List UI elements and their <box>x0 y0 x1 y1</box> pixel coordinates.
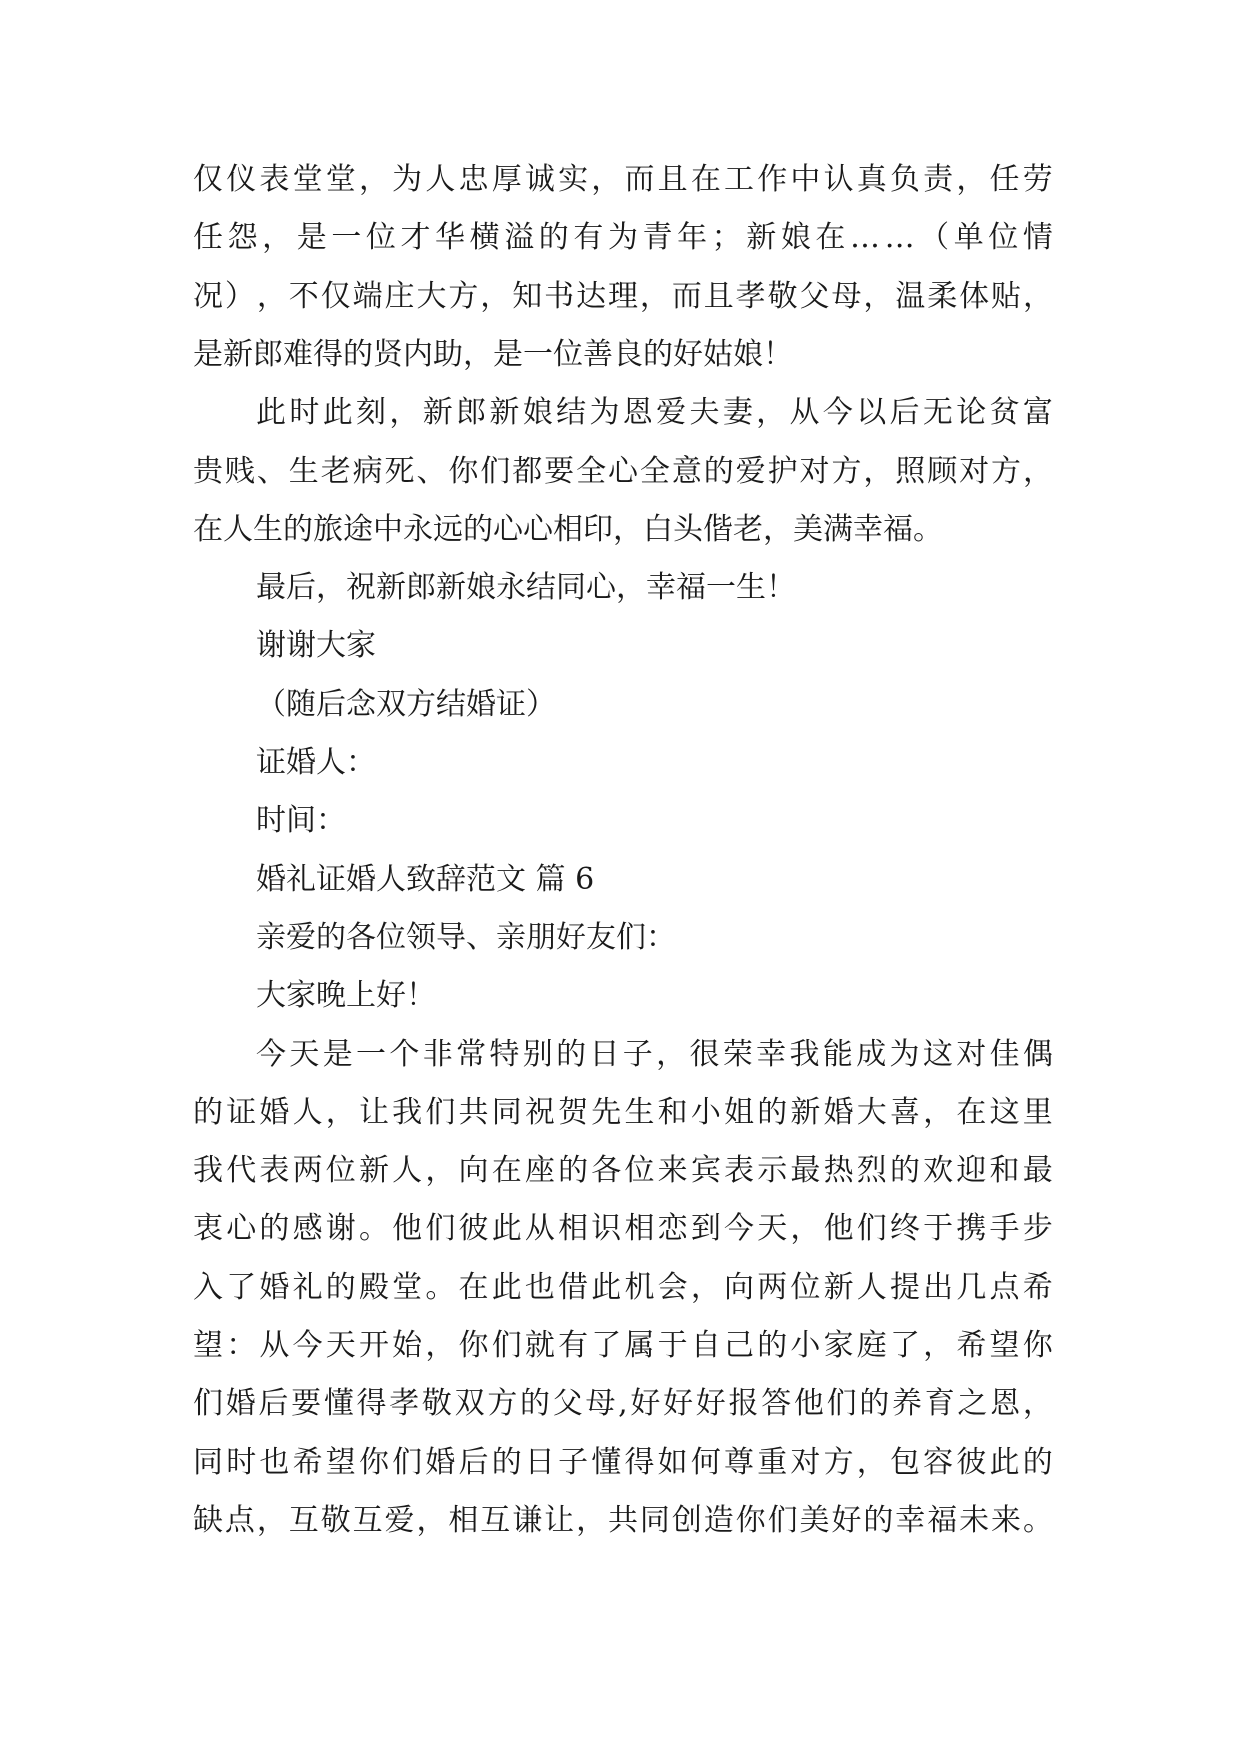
text-line: 入 了 婚 礼 的 殿 堂 。 在 此 也 借 此 机 会 ， 向 两 位 新 人 提 出 几 点 希 <box>193 1270 1053 1305</box>
text-line: 亲爱的各位领导、亲朋好友们： <box>256 920 676 955</box>
text-line: 同 时 也 希 望 你 们 婚 后 的 日 子 懂 得 如 何 尊 重 对 方 ， 包 容 彼 此 的 <box>193 1445 1053 1480</box>
text-line: 证婚人： <box>256 745 376 780</box>
text-line: 谢谢大家 <box>256 628 376 663</box>
text-line: 们 婚 后 要 懂 得 孝 敬 双 方 的 父 母 , 好 好 好 报 答 他 们 的 养 育 之 恩 ， <box>193 1386 1053 1421</box>
text-line: 今 天 是 一 个 非 常 特 别 的 日 子 ， 很 荣 幸 我 能 成 为 这 对 佳 偶 <box>256 1037 1053 1072</box>
text-line: 缺 点 ， 互 敬 互 爱 ， 相 互 谦 让 ， 共 同 创 造 你 们 美 好 的 幸 福 未 来 。 <box>193 1503 1053 1538</box>
text-line: （随后念双方结婚证） <box>256 687 556 722</box>
text-line: 衷 心 的 感 谢 。 他 们 彼 此 从 相 识 相 恋 到 今 天 ， 他 们 终 于 携 手 步 <box>193 1211 1053 1246</box>
text-line: 此 时 此 刻 ， 新 郎 新 娘 结 为 恩 爱 夫 妻 ， 从 今 以 后 无 论 贫 富 <box>256 395 1053 430</box>
text-line: 贵 贱 、 生 老 病 死 、 你 们 都 要 全 心 全 意 的 爱 护 对 方 ， 照 顾 对 方 ， <box>193 454 1053 489</box>
text-line: 是新郎难得的贤内助，是一位善良的好姑娘！ <box>193 337 793 372</box>
text-line: 婚礼证婚人致辞范文 篇 6 <box>256 862 595 897</box>
text-line: 大家晚上好！ <box>256 978 436 1013</box>
text-line: 仅 仪 表 堂 堂 ， 为 人 忠 厚 诚 实 ， 而 且 在 工 作 中 认 真 负 责 ， 任 劳 <box>193 162 1053 197</box>
text-line: 望 ： 从 今 天 开 始 ， 你 们 就 有 了 属 于 自 己 的 小 家 庭 了 ， 希 望 你 <box>193 1328 1053 1363</box>
text-line: 最后，祝新郎新娘永结同心，幸福一生！ <box>256 570 796 605</box>
text-line: 在人生的旅途中永远的心心相印，白头偕老，美满幸福。 <box>193 512 943 547</box>
text-line: 的 证 婚 人 ， 让 我 们 共 同 祝 贺 先 生 和 小 姐 的 新 婚 大 喜 ， 在 这 里 <box>193 1095 1053 1130</box>
text-line: 时间： <box>256 803 346 838</box>
text-line: 任 怨 ， 是 一 位 才 华 横 溢 的 有 为 青 年 ； 新 娘 在 … … （ 单 位 情 <box>193 220 1053 255</box>
text-line: 我 代 表 两 位 新 人 ， 向 在 座 的 各 位 来 宾 表 示 最 热 烈 的 欢 迎 和 最 <box>193 1153 1053 1188</box>
text-line: 况 ） ， 不 仅 端 庄 大 方 ， 知 书 达 理 ， 而 且 孝 敬 父 母 ， 温 柔 体 贴 ， <box>193 279 1053 314</box>
